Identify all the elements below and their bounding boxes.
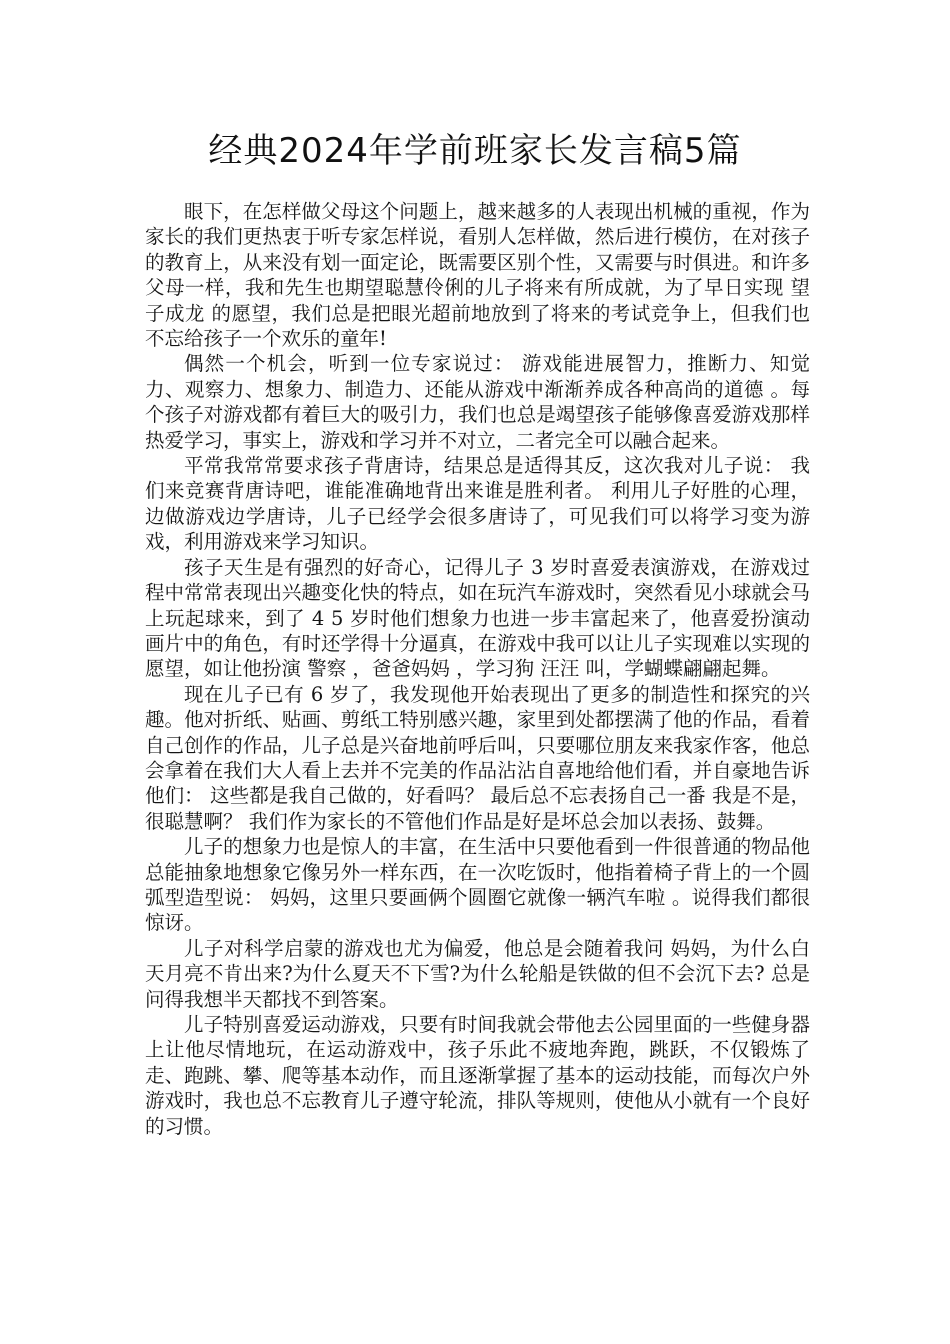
paragraph: 儿子对科学启蒙的游戏也尤为偏爱，他总是会随着我问 妈妈，为什么白天月亮不肯出来?为什么夏天不下雪?为什么轮船是铁做的但不会沉下去? 总是问得我想半天都找不到答案。 (145, 936, 810, 1011)
paragraph: 平常我常常要求孩子背唐诗，结果总是适得其反，这次我对儿子说： 我们来竞赛背唐诗吧，谁能准确地背出来谁是胜利者。 利用儿子好胜的心理，边做游戏边学唐诗，儿子已经学会很多唐诗了，可见我们可以将学习变为游戏，利用游戏来学习知识。 (145, 454, 810, 554)
paragraph: 现在儿子已有 6 岁了，我发现他开始表现出了更多的制造性和探究的兴趣。他对折纸、贴画、剪纸工特别感兴趣，家里到处都摆满了他的作品，看着自己创作的作品，儿子总是兴奋地前呼后叫，只要哪位朋友来我家作客，他总会拿着在我们大人看上去并不完美的作品沾沾自喜地给他们看，并自豪地告诉他们： 这些都是我自己做的，好看吗？ 最后总不忘表扬自己一番 我是不是，很聪慧啊？ 我们作为家长的不管他们作品是好是坏总会加以表扬、鼓舞。 (145, 682, 810, 833)
paragraph: 儿子特别喜爱运动游戏，只要有时间我就会带他去公园里面的一些健身器上让他尽情地玩，在运动游戏中，孩子乐此不疲地奔跑，跳跃，不仅锻炼了走、跑跳、攀、爬等基本动作，而且逐渐掌握了基本的运动技能，而每次户外游戏时，我也总不忘教育儿子遵守轮流，排队等规则，使他从小就有一个良好的习惯。 (145, 1013, 810, 1138)
paragraph: 孩子天生是有强烈的好奇心，记得儿子 3 岁时喜爱表演游戏，在游戏过程中常常表现出兴趣变化快的特点，如在玩汽车游戏时，突然看见小球就会马上玩起球来，到了 4 5 岁时他们想象力也进一步丰富起来了，他喜爱扮演动画片中的角色，有时还学得十分逼真，在游戏中我可以让儿子实现难以实现的愿望，如让他扮演 警察 ，爸爸妈妈 ，学习狗 汪汪 叫，学蝴蝶翩翩起舞。 (145, 555, 810, 681)
paragraph: 眼下，在怎样做父母这个问题上，越来越多的人表现出机械的重视，作为家长的我们更热衷于听专家怎样说，看别人怎样做，然后进行模仿，在对孩子的教育上，从来没有划一面定论，既需要区别个性，又需要与时俱进。和许多父母一样，我和先生也期望聪慧伶俐的儿子将来有所成就，为了早日实现 望子成龙 的愿望，我们总是把眼光超前地放到了将来的考试竞争上，但我们也不忘给孩子一个欢乐的童年! (145, 200, 810, 351)
document-title: 经典2024年学前班家长发言稿5篇 (208, 131, 742, 171)
paragraph: 偶然一个机会，听到一位专家说过： 游戏能进展智力，推断力、知觉力、观察力、想象力、制造力、还能从游戏中渐渐养成各种高尚的道德 。每个孩子对游戏都有着巨大的吸引力，我们也总是竭望孩子能够像喜爱游戏那样热爱学习，事实上，游戏和学习并不对立，二者完全可以融合起来。 (145, 352, 810, 452)
document-body (145, 199, 810, 1139)
paragraph: 儿子的想象力也是惊人的丰富，在生活中只要他看到一件很普通的物品他总能抽象地想象它像另外一样东西，在一次吃饭时，他指着椅子背上的一个圆弧型造型说： 妈妈，这里只要画俩个圆圈它就像一辆汽车啦 。说得我们都很惊讶。 (145, 835, 810, 935)
